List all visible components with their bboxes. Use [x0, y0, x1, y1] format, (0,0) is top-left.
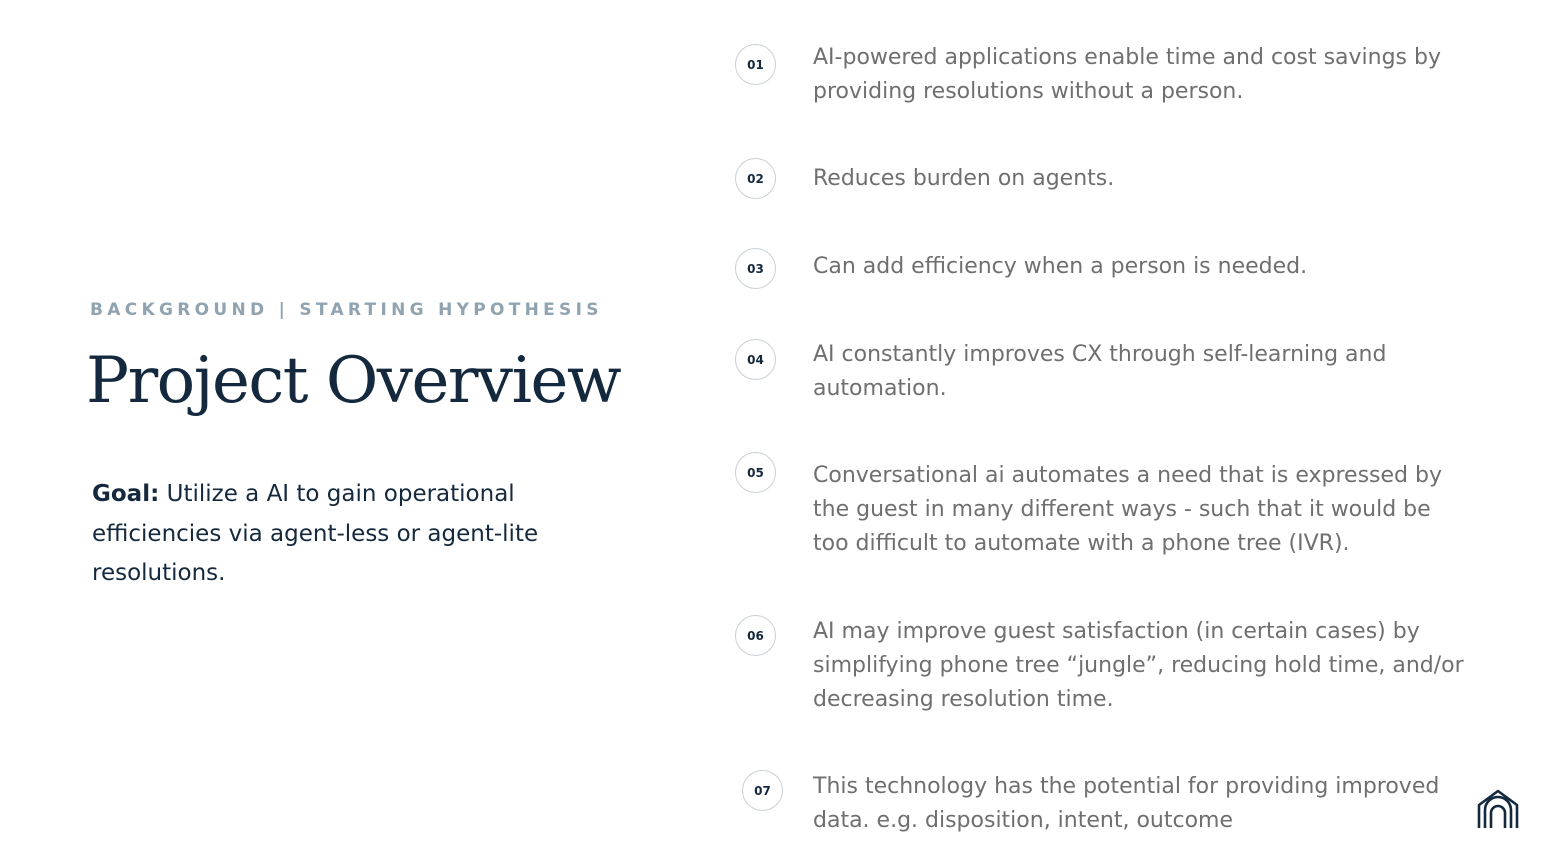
item-number-badge: 06: [735, 615, 776, 656]
item-number-badge: 03: [735, 248, 776, 289]
goal-label: Goal:: [92, 481, 160, 507]
item-number-badge: 02: [735, 158, 776, 199]
item-text: Reduces burden on agents.: [813, 166, 1115, 191]
item-text: This technology has the potential for providing improved data. e.g. disposition, intent, outcome: [813, 774, 1440, 833]
item-number-badge: 05: [735, 452, 776, 493]
item-text: Can add efficiency when a person is needed.: [813, 254, 1308, 279]
item-text: AI may improve guest satisfaction (in certain cases) by simplifying phone tree “jungle”, reducing hold time, and/or decreasing resolution time.: [813, 619, 1464, 712]
section-eyebrow: BACKGROUND | STARTING HYPOTHESIS: [90, 300, 603, 320]
goal-text: Utilize a AI to gain operational efficiencies via agent-less or agent-lite resolutions.: [92, 481, 539, 586]
goal-statement: [92, 475, 592, 594]
house-arches-logo-icon: [1476, 788, 1520, 830]
item-text: Conversational ai automates a need that is expressed by the guest in many different ways - such that it would be too difficult to automate with a phone tree (IVR).: [813, 463, 1442, 556]
item-text: AI-powered applications enable time and cost savings by providing resolutions without a person.: [813, 45, 1441, 104]
item-number-badge: 04: [735, 339, 776, 380]
item-text: AI constantly improves CX through self-learning and automation.: [813, 342, 1387, 401]
item-number-badge: 07: [742, 770, 783, 811]
item-number-badge: 01: [735, 44, 776, 85]
page-title: Project Overview: [86, 344, 621, 418]
